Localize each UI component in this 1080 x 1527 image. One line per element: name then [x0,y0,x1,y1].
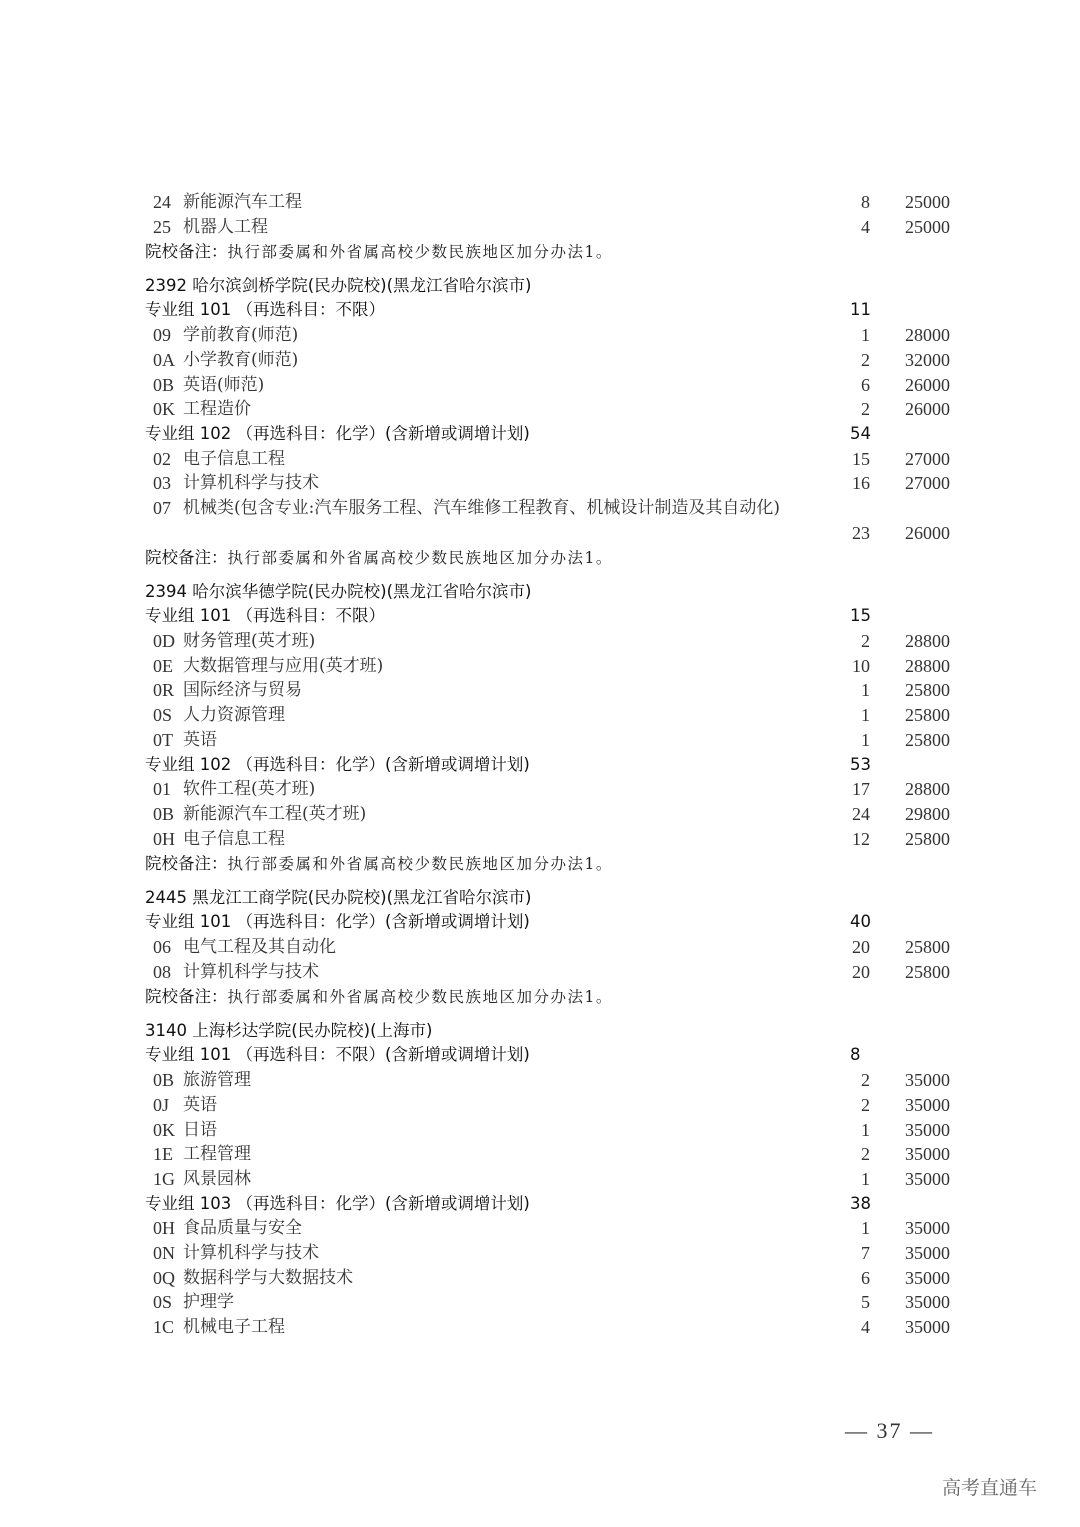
group-label: 专业组 101 （再选科目：不限） [145,606,385,626]
major-count: 20 [852,961,870,982]
major-name: 新能源汽车工程 [183,192,302,212]
major-name: 计算机科学与技术 [183,1242,319,1263]
major-tuition: 25800 [905,705,950,726]
major-count: 1 [861,1168,870,1189]
major-code: 0B [153,374,175,395]
watermark: 高考直通车 [942,1477,1038,1499]
major-tuition: 27000 [905,473,950,494]
major-name: 新能源汽车工程(英才班) [183,803,367,824]
group-header [145,1192,975,1217]
major-code: 06 [153,937,171,958]
major-row [145,1093,975,1118]
major-code: 01 [153,779,171,800]
major-row [145,215,975,240]
major-code: 1E [153,1144,173,1165]
major-tuition: 25000 [905,216,950,237]
note-text: 执行部委属和外省属高校少数民族地区加分办法1。 [227,855,613,874]
major-row [145,1118,975,1143]
major-code: 08 [153,961,171,982]
group-header [145,753,975,778]
major-name: 风景园林 [183,1168,251,1189]
document-page [145,190,975,1340]
note-label: 院校备注： [145,548,228,568]
major-name: 机器人工程 [183,216,268,237]
major-name: 日语 [183,1119,217,1140]
major-count: 1 [861,680,870,701]
major-code: 0Q [153,1267,175,1288]
major-row [145,1068,975,1093]
major-count: 7 [861,1242,870,1263]
school-title: 3140 上海杉达学院(民办院校)(上海市) [145,1020,433,1040]
major-tuition: 35000 [905,1119,950,1140]
major-count: 10 [852,655,870,676]
school-title: 2445 黑龙江工商学院(民办院校)(黑龙江省哈尔滨市) [145,887,532,907]
group-total: 53 [850,754,871,774]
group-total: 38 [850,1193,871,1213]
group-label: 专业组 103 （再选科目：化学）(含新增或调增计划) [145,1193,530,1213]
major-count: 17 [852,779,870,800]
major-count: 1 [861,729,870,750]
major-row [145,1167,975,1192]
major-count: 4 [861,1317,870,1338]
major-count: 2 [861,1144,870,1165]
note-label: 院校备注： [145,987,228,1007]
major-name: 学前教育(师范) [183,325,299,346]
major-count: 1 [861,325,870,346]
school-header [145,1019,975,1044]
school-note [145,851,975,876]
major-name: 工程管理 [183,1144,251,1165]
major-row [145,471,975,496]
major-tuition: 25000 [905,192,950,212]
major-row [145,1266,975,1291]
major-count: 16 [852,473,870,494]
major-row [145,190,975,215]
major-tuition: 26000 [905,399,950,420]
major-row [145,802,975,827]
school-title: 2394 哈尔滨华德学院(民办院校)(黑龙江省哈尔滨市) [145,581,532,601]
major-row [145,654,975,679]
major-name: 机械类(包含专业:汽车服务工程、汽车维修工程教育、机械设计制造及其自动化) [183,497,780,518]
school-header [145,886,975,911]
major-row [145,678,975,703]
major-row [145,728,975,753]
major-name: 计算机科学与技术 [183,961,319,982]
major-tuition: 28800 [905,631,950,652]
major-tuition: 35000 [905,1267,950,1288]
major-tuition: 29800 [905,803,950,824]
major-code: 0R [153,680,175,701]
group-header [145,1043,975,1068]
group-label: 专业组 101 （再选科目：不限）(含新增或调增计划) [145,1045,530,1065]
major-count: 2 [861,349,870,370]
major-row [145,703,975,728]
school-note [145,239,975,264]
major-row [145,827,975,852]
major-name: 数据科学与大数据技术 [183,1267,353,1288]
school-note [145,545,975,570]
major-name: 大数据管理与应用(英才班) [183,655,384,676]
major-tuition: 35000 [905,1144,950,1165]
page-number: — 37 — [845,1418,934,1443]
major-name: 食品质量与安全 [183,1218,302,1239]
major-code: 0B [153,803,175,824]
major-tuition: 28000 [905,325,950,346]
group-total: 15 [850,606,871,626]
school-header [145,274,975,299]
major-code: 0N [153,1242,175,1263]
major-row [145,323,975,348]
group-header [145,910,975,935]
major-tuition: 28800 [905,655,950,676]
major-count: 2 [861,1070,870,1091]
group-total: 11 [850,300,871,320]
major-count: 15 [852,448,870,469]
major-tuition: 25800 [905,729,950,750]
group-label: 专业组 101 （再选科目：化学）(含新增或调增计划) [145,912,530,932]
school-header [145,580,975,605]
major-tuition: 35000 [905,1094,950,1115]
major-row [145,447,975,472]
major-row [145,1142,975,1167]
major-name: 电气工程及其自动化 [183,937,336,958]
major-name: 国际经济与贸易 [183,680,302,701]
major-row [145,496,975,545]
major-code: 0D [153,631,175,652]
major-tuition: 32000 [905,349,950,370]
major-code: 0J [153,1094,170,1115]
group-label: 专业组 102 （再选科目：化学）(含新增或调增计划) [145,754,530,774]
note-text: 执行部委属和外省属高校少数民族地区加分办法1。 [227,549,613,568]
major-code: 02 [153,448,171,469]
major-code: 09 [153,325,171,346]
major-code: 0A [153,349,175,370]
major-code: 07 [153,497,171,518]
major-name: 小学教育(师范) [183,349,299,370]
major-code: 0S [153,705,173,726]
major-tuition: 35000 [905,1242,950,1263]
major-count: 6 [861,1267,870,1288]
group-header [145,604,975,629]
major-row [145,960,975,985]
note-label: 院校备注： [145,854,228,874]
major-tuition: 28800 [905,779,950,800]
major-count: 1 [861,705,870,726]
group-total: 40 [850,912,871,932]
group-header [145,422,975,447]
school-title: 2392 哈尔滨剑桥学院(民办院校)(黑龙江省哈尔滨市) [145,275,532,295]
major-name: 工程造价 [183,399,251,420]
major-name: 护理学 [183,1292,234,1313]
major-name: 英语 [183,1094,217,1115]
major-code: 0B [153,1070,175,1091]
major-name: 英语 [183,729,217,750]
major-row [145,1241,975,1266]
major-row [145,629,975,654]
major-name: 英语(师范) [183,374,265,395]
major-count: 1 [861,1119,870,1140]
major-code: 24 [153,192,171,212]
major-count: 4 [861,216,870,237]
note-text: 执行部委属和外省属高校少数民族地区加分办法1。 [227,988,613,1007]
major-code: 0K [153,1119,175,1140]
major-count: 24 [852,803,870,824]
major-name: 人力资源管理 [183,705,285,726]
major-count: 2 [861,1094,870,1115]
major-tuition: 25800 [905,828,950,849]
major-name: 电子信息工程 [183,448,285,469]
major-count: 1 [861,1218,870,1239]
major-name: 软件工程(英才班) [183,779,316,800]
major-code: 25 [153,216,171,237]
major-count: 6 [861,374,870,395]
group-total: 54 [850,423,871,443]
major-name: 财务管理(英才班) [183,631,316,652]
major-name: 电子信息工程 [183,828,285,849]
major-name: 机械电子工程 [183,1317,285,1338]
major-tuition: 26000 [905,522,950,543]
major-code: 03 [153,473,171,494]
major-code: 0T [153,729,173,750]
major-tuition: 35000 [905,1292,950,1313]
major-row [145,397,975,422]
major-code: 0S [153,1292,173,1313]
major-row [145,1315,975,1340]
major-count: 2 [861,399,870,420]
group-header [145,298,975,323]
major-tuition: 25800 [905,961,950,982]
major-code: 0H [153,1218,175,1239]
major-tuition: 25800 [905,680,950,701]
major-tuition: 35000 [905,1168,950,1189]
major-count: 20 [852,937,870,958]
major-row [145,348,975,373]
major-count: 8 [861,192,870,212]
major-row [145,1216,975,1241]
major-tuition: 27000 [905,448,950,469]
major-name: 计算机科学与技术 [183,473,319,494]
group-label: 专业组 101 （再选科目：不限） [145,300,385,320]
group-total: 8 [850,1045,861,1065]
major-tuition: 35000 [905,1070,950,1091]
major-name: 旅游管理 [183,1070,251,1091]
major-tuition: 35000 [905,1218,950,1239]
major-row [145,1290,975,1315]
major-tuition: 35000 [905,1317,950,1338]
school-note [145,984,975,1009]
major-tuition: 25800 [905,937,950,958]
major-row [145,373,975,398]
group-label: 专业组 102 （再选科目：化学）(含新增或调增计划) [145,423,530,443]
major-code: 0H [153,828,175,849]
major-tuition: 26000 [905,374,950,395]
major-row [145,935,975,960]
major-code: 0E [153,655,173,676]
major-row [145,777,975,802]
major-count: 2 [861,631,870,652]
major-count: 5 [861,1292,870,1313]
note-text: 执行部委属和外省属高校少数民族地区加分办法1。 [227,243,613,262]
note-label: 院校备注： [145,242,228,262]
major-code: 0K [153,399,175,420]
major-code: 1C [153,1317,175,1338]
major-count: 23 [852,522,870,543]
major-code: 1G [153,1168,175,1189]
major-count: 12 [852,828,870,849]
